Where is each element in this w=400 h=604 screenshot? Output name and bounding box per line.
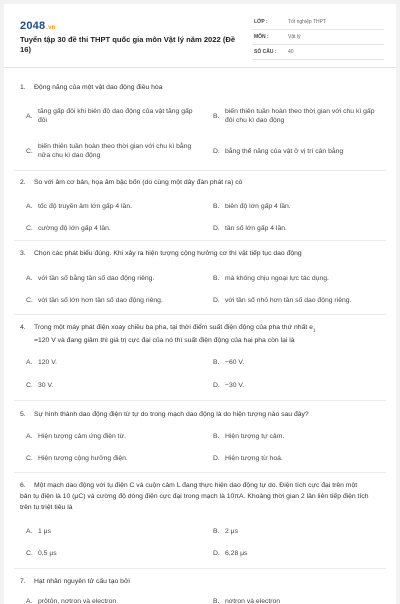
exam-title: Tuyển tập 30 đề thi THPT quốc gia môn Vật lý năm 2022 (Đề 16) (20, 35, 236, 54)
meta-key: SỐ CÂU : (254, 49, 277, 55)
meta-row-count (252, 47, 384, 60)
meta-value: Tốt nghiệp THPT (288, 19, 326, 25)
question-divider (14, 170, 386, 171)
question-divider (14, 400, 386, 401)
question-4-text: 4. Trong một máy phát điện xoay chiều ba pha, tại thời điểm suất điện động của pha thứ nhất $e_1$ =120 V và đang giảm thì giá trị cực đại của nó thì suất điện động của hai pha còn lại là (20, 324, 316, 345)
exam-header (4, 4, 396, 68)
meta-value: 40 (288, 49, 294, 55)
question-2-text: 2. So với âm cơ bản, họa âm bậc bốn (do cùng một dây đàn phát ra) có (20, 179, 243, 186)
question-divider (14, 314, 386, 315)
meta-value: Vật lý (288, 34, 301, 40)
question-5-text: 5. Sự hình thành dao động điện từ tự do trong mạch dao động là do hiện tượng nào sau đây? (20, 411, 309, 418)
exam-meta (252, 17, 384, 62)
meta-row-class (252, 17, 384, 30)
exam-page: 2048.vn Tuyển tập 30 đề thi THPT quốc gia môn Vật lý năm 2022 (Đề 16) LỚP : Tốt nghiệp THPT MÔN : Vật lý SỐ CÂU : 40 1. Động năng của một vật dao động điều hòa A. tăng gấp đôi khi biên độ dao động của vật tăng gấp đôi B. biến thiên tuần hoàn theo thời gian với chu kì gấp đôi chu kì dao động C. biến thiên tuần hoàn theo thời gian với chu kì bằng nửa chu kì dao động D. bằng thế năng của vật ở vị trí cân bằng 2. So với âm cơ bản, họa âm bậc bốn (do cùng một dây đàn phát ra) có A. tốc độ truyền âm lớn gấp 4 lần. B. biên độ lớn gấp 4 lần. C. cường độ lớn gấp 4 lần. D. tần số lớn gấp 4 lần. 3. Chọn các phát biểu đúng. Khi xảy ra hiện tượng cộng hưởng cơ thì vật tiếp tục dao động A. với tần số bằng tần số dao động riêng. B. mà không chịu ngoại lực tác dụng. C. với tần số lớn hơn tần số dao động riêng. D. với tần số nhỏ hơn tần số dao động riêng. 4. Trong một máy phát điện xoay chiều ba pha, tại thời điểm suất điện động của pha thứ nhất $e_1$ =120 V và đang giảm thì giá trị cực đại của nó thì suất điện động của hai pha còn lại là A. 120 V. B. −60 V. C. 30 V. D. −30 V. 5. Sự hình thành dao động điện từ tự do trong mạch dao động là do hiện tượng nào sau đây? A. Hiện tượng cảm ứng điện từ. B. Hiện tượng tự cảm. C. Hiện tượng cộng hưởng điện. D. Hiện tượng từ hoá. 6. Một mạch dao động với tụ điện C và cuộn cảm L đang thực hiện dao động tự do. Điện tích cực đại trên một bản tụ điện là 10 (μC) và cường độ dòng điện cực đại trong mạch là 10πA. Khoảng thời gian 2 lần liên tiếp điện tích trên tụ triệt tiêu là A. 1 μs B. 2 μs C. 0,5 μs D. 6,28 μs 7. Hạt nhân nguyên tử cấu tạo bởi A. prôtôn, nơtron và electron B. nơtron và electron (4, 4, 396, 604)
site-logo[interactable]: 2048.vn (20, 20, 56, 32)
question-7-text: 7. Hạt nhân nguyên tử cấu tạo bởi (20, 578, 130, 585)
meta-key: LỚP : (254, 19, 268, 25)
meta-key: MÔN : (254, 34, 269, 40)
question-divider (14, 568, 386, 569)
question-1-text: 1. Động năng của một vật dao động điều hòa (20, 84, 163, 91)
question-divider (14, 472, 386, 473)
question-divider (14, 240, 386, 241)
question-3-text: 3. Chọn các phát biểu đúng. Khi xảy ra hiện tượng cộng hưởng cơ thì vật tiếp tục dao động (20, 250, 302, 257)
question-6-text: 6. Một mạch dao động với tụ điện C và cuộn cảm L đang thực hiện dao động tự do. Điện tích cực đại trên một bản tụ điện là 10 (μC) và cường độ dòng điện cực đại trong mạch là 10πA. Khoảng thời gian 2 lần liên tiếp điện tích trên tụ triệt tiêu là (20, 482, 369, 511)
meta-row-subject (252, 32, 384, 45)
